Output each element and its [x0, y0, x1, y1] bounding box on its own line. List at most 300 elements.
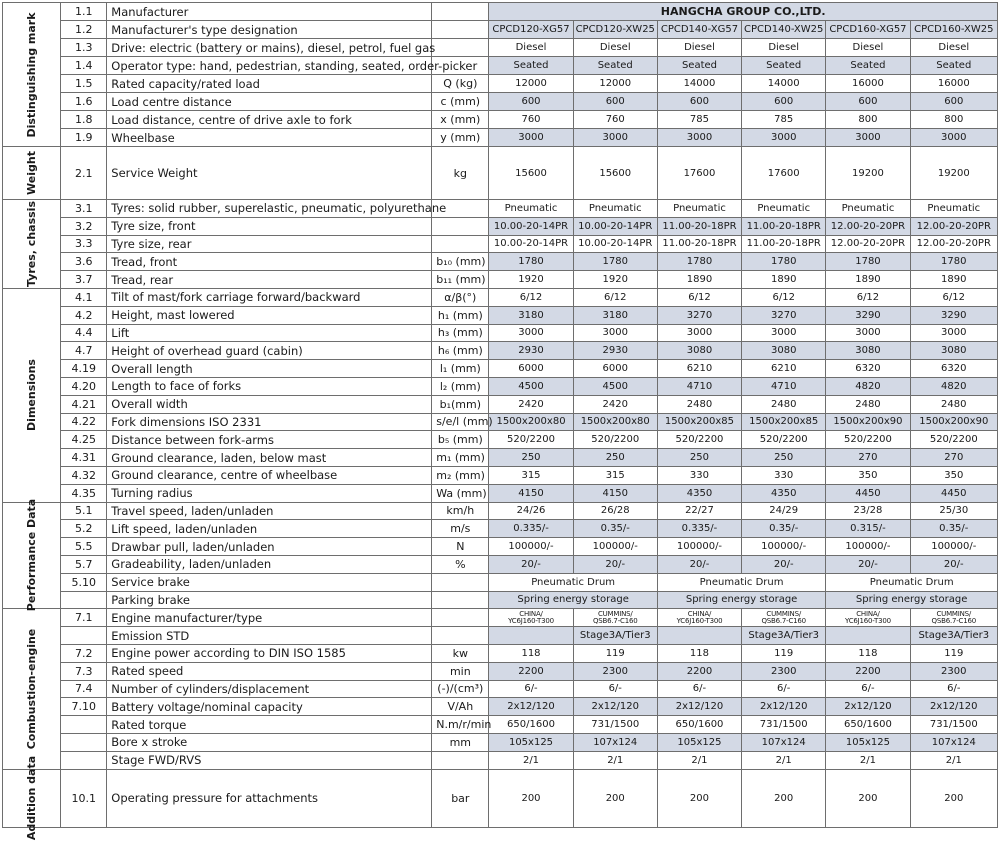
spec-value: 520/2200 [657, 431, 741, 449]
spec-value: 22/27 [657, 502, 741, 520]
spec-value: 2420 [489, 395, 573, 413]
row-number: 5.1 [61, 502, 107, 520]
spec-row [3, 235, 998, 253]
row-number: 4.21 [61, 395, 107, 413]
spec-value: 1890 [657, 271, 741, 289]
spec-row [3, 431, 998, 449]
spec-value: 12000 [489, 75, 573, 93]
spec-value: Pneumatic [489, 200, 573, 218]
spec-value: 3080 [826, 342, 910, 360]
row-description: Overall width [107, 395, 432, 413]
spec-value: Pneumatic [657, 200, 741, 218]
spec-row [3, 253, 998, 271]
spec-value: 1780 [657, 253, 741, 271]
row-unit [432, 751, 489, 769]
spec-value: 2x12/120 [826, 698, 910, 716]
row-unit: h₆ (mm) [432, 342, 489, 360]
spec-value: Seated [489, 57, 573, 75]
row-unit: h₃ (mm) [432, 324, 489, 342]
spec-value: 2/1 [742, 751, 826, 769]
row-unit: mm [432, 733, 489, 751]
row-number: 3.2 [61, 217, 107, 235]
spec-value: 25/30 [910, 502, 997, 520]
row-number: 3.7 [61, 271, 107, 289]
row-unit: km/h [432, 502, 489, 520]
spec-value: 3000 [910, 324, 997, 342]
row-description: Manufacturer's type designation [107, 21, 432, 39]
row-unit: l₂ (mm) [432, 377, 489, 395]
spec-value: 200 [742, 769, 826, 827]
spec-value: 20/- [910, 555, 997, 573]
row-description: Tyre size, rear [107, 235, 432, 253]
spec-value: 4450 [826, 484, 910, 502]
spec-value: 600 [489, 93, 573, 111]
row-description: Tyre size, front [107, 217, 432, 235]
row-description: Ground clearance, centre of wheelbase [107, 466, 432, 484]
row-description: Rated capacity/rated load [107, 75, 432, 93]
row-unit [432, 573, 489, 591]
spec-value: 3290 [910, 306, 997, 324]
section-title: Addition data [24, 755, 38, 841]
row-description: Drawbar pull, laden/unladen [107, 538, 432, 556]
spec-value: 2480 [657, 395, 741, 413]
spec-value: 3000 [742, 324, 826, 342]
spec-value: 107x124 [742, 733, 826, 751]
row-number: 4.19 [61, 360, 107, 378]
spec-value: 19200 [826, 147, 910, 200]
spec-value: 3080 [742, 342, 826, 360]
spec-value: 270 [826, 449, 910, 467]
spec-row [3, 520, 998, 538]
spec-value: 4150 [573, 484, 657, 502]
row-number: 10.1 [61, 769, 107, 827]
spec-row [3, 449, 998, 467]
spec-value: 0.35/- [910, 520, 997, 538]
spec-value: 6320 [826, 360, 910, 378]
spec-value: Pneumatic [826, 200, 910, 218]
spec-value: CPCD140-XG57 [657, 21, 741, 39]
spec-value: 6/12 [910, 288, 997, 306]
row-description: Engine manufacturer/type [107, 609, 432, 627]
row-unit: min [432, 662, 489, 680]
spec-value: 3000 [657, 324, 741, 342]
spec-value: Pneumatic [910, 200, 997, 218]
row-number [61, 591, 107, 609]
spec-value: 6/- [489, 680, 573, 698]
section-title: Combustion-engine [24, 628, 38, 750]
section-title: Performance Data [24, 499, 38, 612]
row-number: 4.32 [61, 466, 107, 484]
spec-value: 315 [573, 466, 657, 484]
spec-value: Pneumatic [742, 200, 826, 218]
spec-value: 4500 [573, 377, 657, 395]
spec-value: 10.00-20-14PR [573, 217, 657, 235]
spec-value: 2480 [826, 395, 910, 413]
row-unit [432, 3, 489, 21]
spec-value: 1780 [826, 253, 910, 271]
spec-value: 2/1 [489, 751, 573, 769]
row-description: Turning radius [107, 484, 432, 502]
spec-value: 600 [910, 93, 997, 111]
spec-value [826, 627, 910, 645]
spec-value: 1890 [910, 271, 997, 289]
row-unit [432, 591, 489, 609]
spec-value: 100000/- [489, 538, 573, 556]
spec-value: Pneumatic Drum [657, 573, 825, 591]
spec-value: 3180 [489, 306, 573, 324]
spec-value: 3080 [910, 342, 997, 360]
spec-value: 2930 [489, 342, 573, 360]
spec-value: Pneumatic Drum [826, 573, 998, 591]
spec-value: 2930 [573, 342, 657, 360]
spec-row [3, 538, 998, 556]
spec-value: 600 [573, 93, 657, 111]
spec-value: 6210 [742, 360, 826, 378]
row-unit: N.m/r/min [432, 716, 489, 734]
section-title: Tyres, chassis [24, 200, 38, 287]
spec-value: 1500x200x80 [489, 413, 573, 431]
spec-value: 270 [910, 449, 997, 467]
spec-table [2, 2, 998, 841]
spec-row [3, 555, 998, 573]
row-description: Operator type: hand, pedestrian, standing, seated, order-picker [107, 57, 432, 75]
spec-value: 3000 [826, 129, 910, 147]
spec-value: 2x12/120 [573, 698, 657, 716]
row-number: 7.10 [61, 698, 107, 716]
spec-value: 3270 [657, 306, 741, 324]
row-description: Operating pressure for attachments [107, 769, 432, 827]
row-number: 4.7 [61, 342, 107, 360]
row-unit: bar [432, 769, 489, 827]
row-number: 1.4 [61, 57, 107, 75]
row-number: 1.2 [61, 21, 107, 39]
spec-value: 3000 [573, 129, 657, 147]
spec-value: CUMMINS/ QSB6.7-C160 [573, 609, 657, 627]
spec-value: CHINA/ YC6J160-T300 [657, 609, 741, 627]
spec-value: 118 [489, 644, 573, 662]
spec-value: 0.315/- [826, 520, 910, 538]
section-title: Weight [24, 151, 38, 195]
row-number: 2.1 [61, 147, 107, 200]
row-unit: kg [432, 147, 489, 200]
spec-value: 6/12 [489, 288, 573, 306]
spec-value: 100000/- [573, 538, 657, 556]
row-number: 4.20 [61, 377, 107, 395]
spec-value: 350 [910, 466, 997, 484]
spec-row [3, 3, 998, 21]
spec-value: 100000/- [657, 538, 741, 556]
spec-value: Stage3A/Tier3 [910, 627, 997, 645]
spec-value: 600 [657, 93, 741, 111]
spec-value: CPCD140-XW25 [742, 21, 826, 39]
row-number: 4.4 [61, 324, 107, 342]
spec-value: 3000 [910, 129, 997, 147]
row-description: Service brake [107, 573, 432, 591]
spec-row [3, 609, 998, 627]
spec-value: 20/- [573, 555, 657, 573]
spec-value: Diesel [742, 39, 826, 57]
spec-value: CPCD160-XW25 [910, 21, 997, 39]
row-unit: c (mm) [432, 93, 489, 111]
spec-value: 520/2200 [826, 431, 910, 449]
spec-value: 11.00-20-18PR [657, 217, 741, 235]
spec-value: Diesel [489, 39, 573, 57]
spec-value: 119 [742, 644, 826, 662]
row-number: 5.5 [61, 538, 107, 556]
spec-value: 6/- [826, 680, 910, 698]
spec-value: 600 [826, 93, 910, 111]
spec-value: 3000 [826, 324, 910, 342]
spec-value: 17600 [742, 147, 826, 200]
row-description: Fork dimensions ISO 2331 [107, 413, 432, 431]
spec-value: 3000 [742, 129, 826, 147]
spec-value: 2200 [657, 662, 741, 680]
spec-value: 2/1 [573, 751, 657, 769]
spec-value: 105x125 [657, 733, 741, 751]
row-number: 1.8 [61, 111, 107, 129]
row-description: Manufacturer [107, 3, 432, 21]
row-description: Length to face of forks [107, 377, 432, 395]
spec-value: 200 [657, 769, 741, 827]
spec-row [3, 502, 998, 520]
row-unit: V/Ah [432, 698, 489, 716]
spec-value: 15600 [573, 147, 657, 200]
row-unit: m₁ (mm) [432, 449, 489, 467]
spec-value: Seated [742, 57, 826, 75]
row-description: Stage FWD/RVS [107, 751, 432, 769]
spec-value: 10.00-20-14PR [489, 235, 573, 253]
row-unit [432, 235, 489, 253]
spec-value: 6/12 [742, 288, 826, 306]
spec-value: 23/28 [826, 502, 910, 520]
row-description: Tyres: solid rubber, superelastic, pneumatic, polyurethane [107, 200, 432, 218]
row-number [61, 627, 107, 645]
row-unit: x (mm) [432, 111, 489, 129]
section-title: Distinguishing mark [24, 11, 38, 138]
spec-row [3, 217, 998, 235]
row-number: 3.3 [61, 235, 107, 253]
spec-value: 1500x200x85 [742, 413, 826, 431]
section-label [3, 200, 61, 289]
spec-value: 11.00-20-18PR [657, 235, 741, 253]
spec-row [3, 57, 998, 75]
spec-value: 800 [910, 111, 997, 129]
row-number: 7.3 [61, 662, 107, 680]
spec-row [3, 680, 998, 698]
row-description: Gradeability, laden/unladen [107, 555, 432, 573]
spec-value: 650/1600 [826, 716, 910, 734]
spec-value: 1500x200x90 [826, 413, 910, 431]
spec-value: 3000 [573, 324, 657, 342]
row-unit: h₁ (mm) [432, 306, 489, 324]
row-unit: y (mm) [432, 129, 489, 147]
spec-value: 520/2200 [742, 431, 826, 449]
spec-value: CPCD120-XG57 [489, 21, 573, 39]
row-description: Load distance, centre of drive axle to fork [107, 111, 432, 129]
spec-value: 3270 [742, 306, 826, 324]
row-description: Height of overhead guard (cabin) [107, 342, 432, 360]
row-unit [432, 217, 489, 235]
spec-row [3, 413, 998, 431]
spec-value [489, 627, 573, 645]
spec-value: 2200 [489, 662, 573, 680]
spec-value: CHINA/ YC6J160-T300 [489, 609, 573, 627]
spec-value: Stage3A/Tier3 [573, 627, 657, 645]
section-title: Dimensions [24, 359, 38, 432]
spec-value: 250 [657, 449, 741, 467]
spec-row [3, 200, 998, 218]
row-number: 1.5 [61, 75, 107, 93]
spec-value: 107x124 [910, 733, 997, 751]
spec-value: 3000 [489, 324, 573, 342]
spec-value: 330 [657, 466, 741, 484]
spec-value: 1780 [573, 253, 657, 271]
spec-value: 2/1 [826, 751, 910, 769]
spec-value: Seated [826, 57, 910, 75]
spec-value: 6210 [657, 360, 741, 378]
spec-row [3, 751, 998, 769]
row-number: 4.2 [61, 306, 107, 324]
row-unit: b₁(mm) [432, 395, 489, 413]
spec-row [3, 716, 998, 734]
row-unit: b₁₀ (mm) [432, 253, 489, 271]
spec-value: 1890 [742, 271, 826, 289]
spec-value: 731/1500 [573, 716, 657, 734]
section-label [3, 499, 61, 612]
row-unit: s/e/l (mm) [432, 413, 489, 431]
spec-value: 118 [826, 644, 910, 662]
spec-value: 20/- [489, 555, 573, 573]
spec-value: Diesel [826, 39, 910, 57]
spec-value: 4150 [489, 484, 573, 502]
spec-value: 2/1 [910, 751, 997, 769]
row-description: Tread, rear [107, 271, 432, 289]
row-number: 7.2 [61, 644, 107, 662]
spec-value: 26/28 [573, 502, 657, 520]
spec-value: Seated [573, 57, 657, 75]
spec-value: 250 [573, 449, 657, 467]
row-number: 5.2 [61, 520, 107, 538]
spec-value: Spring energy storage [489, 591, 657, 609]
spec-value: 11.00-20-18PR [742, 235, 826, 253]
spec-value: 785 [657, 111, 741, 129]
row-unit: % [432, 555, 489, 573]
section-label [3, 609, 61, 769]
spec-value: 20/- [657, 555, 741, 573]
row-unit: N [432, 538, 489, 556]
spec-value: 2200 [826, 662, 910, 680]
spec-value: 19200 [910, 147, 997, 200]
spec-value: 6/- [910, 680, 997, 698]
row-number: 3.6 [61, 253, 107, 271]
spec-value: 4350 [742, 484, 826, 502]
spec-value: 4450 [910, 484, 997, 502]
spec-value: 250 [742, 449, 826, 467]
spec-value: 200 [489, 769, 573, 827]
section-label [3, 3, 61, 147]
spec-value: 12.00-20-20PR [826, 235, 910, 253]
spec-value: 315 [489, 466, 573, 484]
spec-value: 2x12/120 [910, 698, 997, 716]
spec-row [3, 466, 998, 484]
spec-row [3, 733, 998, 751]
row-unit: m/s [432, 520, 489, 538]
row-number: 7.1 [61, 609, 107, 627]
row-number: 4.35 [61, 484, 107, 502]
spec-value: 3290 [826, 306, 910, 324]
spec-value: 6/12 [657, 288, 741, 306]
spec-value: 650/1600 [489, 716, 573, 734]
spec-value: Seated [910, 57, 997, 75]
row-description: Drive: electric (battery or mains), diesel, petrol, fuel gas [107, 39, 432, 57]
spec-value: Pneumatic [573, 200, 657, 218]
spec-row [3, 39, 998, 57]
spec-value: 4710 [742, 377, 826, 395]
spec-value: 2300 [573, 662, 657, 680]
spec-value: 105x125 [489, 733, 573, 751]
spec-table-body [3, 3, 998, 841]
spec-row [3, 93, 998, 111]
spec-value [657, 627, 741, 645]
spec-value: 15600 [489, 147, 573, 200]
spec-value: 119 [910, 644, 997, 662]
spec-value: 650/1600 [657, 716, 741, 734]
row-number: 1.1 [61, 3, 107, 21]
spec-value: 107x124 [573, 733, 657, 751]
spec-row [3, 484, 998, 502]
row-unit [432, 39, 489, 57]
spec-row [3, 147, 998, 200]
spec-value: CPCD120-XW25 [573, 21, 657, 39]
spec-value: 0.335/- [657, 520, 741, 538]
row-number: 5.10 [61, 573, 107, 591]
row-number: 3.1 [61, 200, 107, 218]
row-unit: kw [432, 644, 489, 662]
spec-value: 520/2200 [489, 431, 573, 449]
spec-row [3, 360, 998, 378]
spec-value: Stage3A/Tier3 [742, 627, 826, 645]
spec-value: 3180 [573, 306, 657, 324]
row-description: Battery voltage/nominal capacity [107, 698, 432, 716]
spec-value: 760 [489, 111, 573, 129]
spec-value: 0.35/- [573, 520, 657, 538]
spec-value: 12.00-20-20PR [826, 217, 910, 235]
spec-value: 2420 [573, 395, 657, 413]
row-number [61, 716, 107, 734]
spec-value: 100000/- [742, 538, 826, 556]
spec-value: 2x12/120 [742, 698, 826, 716]
spec-value: 1500x200x80 [573, 413, 657, 431]
spec-value: 1780 [910, 253, 997, 271]
row-description: Lift speed, laden/unladen [107, 520, 432, 538]
spec-value: 2300 [742, 662, 826, 680]
row-description: Tread, front [107, 253, 432, 271]
spec-value: 12000 [573, 75, 657, 93]
spec-row [3, 342, 998, 360]
spec-value: 4710 [657, 377, 741, 395]
spec-value: 10.00-20-14PR [489, 217, 573, 235]
section-label [3, 288, 61, 502]
spec-value: 4820 [826, 377, 910, 395]
row-description: Emission STD [107, 627, 432, 645]
spec-value: Diesel [657, 39, 741, 57]
row-description: Rated torque [107, 716, 432, 734]
spec-value: CUMMINS/ QSB6.7-C160 [742, 609, 826, 627]
spec-value: 250 [489, 449, 573, 467]
spec-value: 14000 [742, 75, 826, 93]
spec-value: 6000 [489, 360, 573, 378]
spec-row [3, 769, 998, 827]
